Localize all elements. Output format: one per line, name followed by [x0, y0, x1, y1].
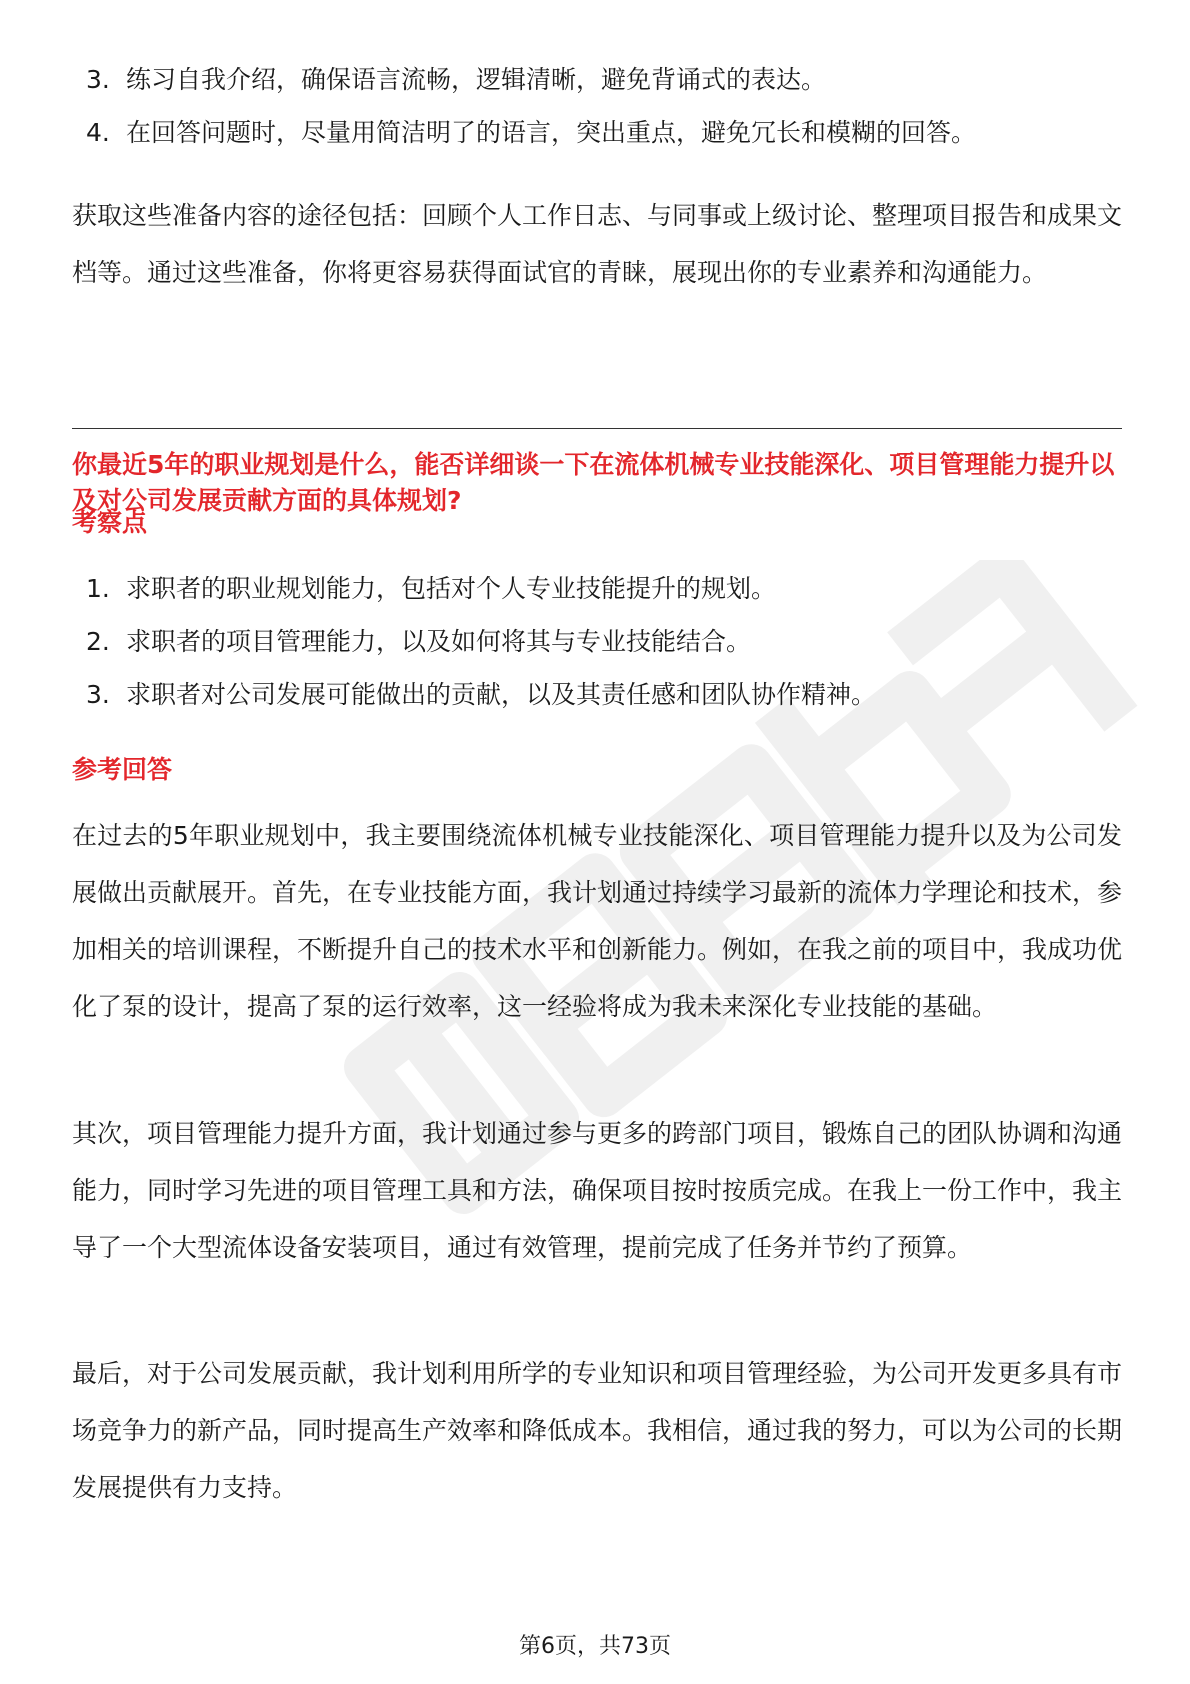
- document-page: [72, 0, 1122, 1684]
- top-numbered-list: [72, 62, 1122, 151]
- answer-paragraph: 最后，对于公司发展贡献，我计划利用所学的专业知识和项目管理经验，为公司开发更多具有市场竞争力的新产品，同时提高生产效率和降低成本。我相信，通过我的努力，可以为公司的长期发展提供有力支持。: [72, 1359, 1123, 1502]
- list-text: 求职者的职业规划能力，包括对个人专业技能提升的规划。: [126, 574, 777, 603]
- list-text: 在回答问题时，尽量用简洁明了的语言，突出重点，避免冗长和模糊的回答。: [126, 118, 977, 147]
- exam-points-label: 考察点: [72, 508, 148, 537]
- exam-points-list: [72, 571, 1122, 713]
- answer-paragraph: 在过去的5年职业规划中，我主要围绕流体机械专业技能深化、项目管理能力提升以及为公司发展做出贡献展开。首先，在专业技能方面，我计划通过持续学习最新的流体力学理论和技术，参加相关的培训课程，不断提升自己的技术水平和创新能力。例如，在我之前的项目中，我成功优化了泵的设计，提高了泵的运行效率，这一经验将成为我未来深化专业技能的基础。: [72, 821, 1123, 1021]
- page-indicator: 第6页，共73页: [519, 1634, 671, 1659]
- list-item: [72, 571, 1122, 607]
- list-number: 4.: [86, 118, 110, 147]
- list-text: 练习自我介绍，确保语言流畅，逻辑清晰，避免背诵式的表达。: [126, 65, 827, 94]
- list-text: 求职者对公司发展可能做出的贡献，以及其责任感和团队协作精神。: [126, 680, 877, 709]
- list-text: 求职者的项目管理能力，以及如何将其与专业技能结合。: [126, 627, 752, 656]
- list-item: [72, 115, 1122, 151]
- list-item: [72, 677, 1122, 713]
- reference-answer-label: 参考回答: [72, 755, 173, 784]
- list-item: [72, 624, 1122, 660]
- list-number: 3.: [86, 65, 110, 94]
- list-number: 1.: [86, 574, 110, 603]
- summary-paragraph: 获取这些准备内容的途径包括：回顾个人工作日志、与同事或上级讨论、整理项目报告和成果文档等。通过这些准备，你将更容易获得面试官的青睐，展现出你的专业素养和沟通能力。: [72, 201, 1123, 287]
- list-number: 2.: [86, 627, 110, 656]
- list-number: 3.: [86, 680, 110, 709]
- question-heading: 你最近5年的职业规划是什么，能否详细谈一下在流体机械专业技能深化、项目管理能力提升以及对公司发展贡献方面的具体规划?: [72, 450, 1115, 515]
- list-item: [72, 62, 1122, 98]
- section-divider: [72, 428, 1122, 429]
- answer-paragraph: 其次，项目管理能力提升方面，我计划通过参与更多的跨部门项目，锻炼自己的团队协调和沟通能力，同时学习先进的项目管理工具和方法，确保项目按时按质完成。在我上一份工作中，我主导了一个大型流体设备安装项目，通过有效管理，提前完成了任务并节约了预算。: [72, 1119, 1123, 1262]
